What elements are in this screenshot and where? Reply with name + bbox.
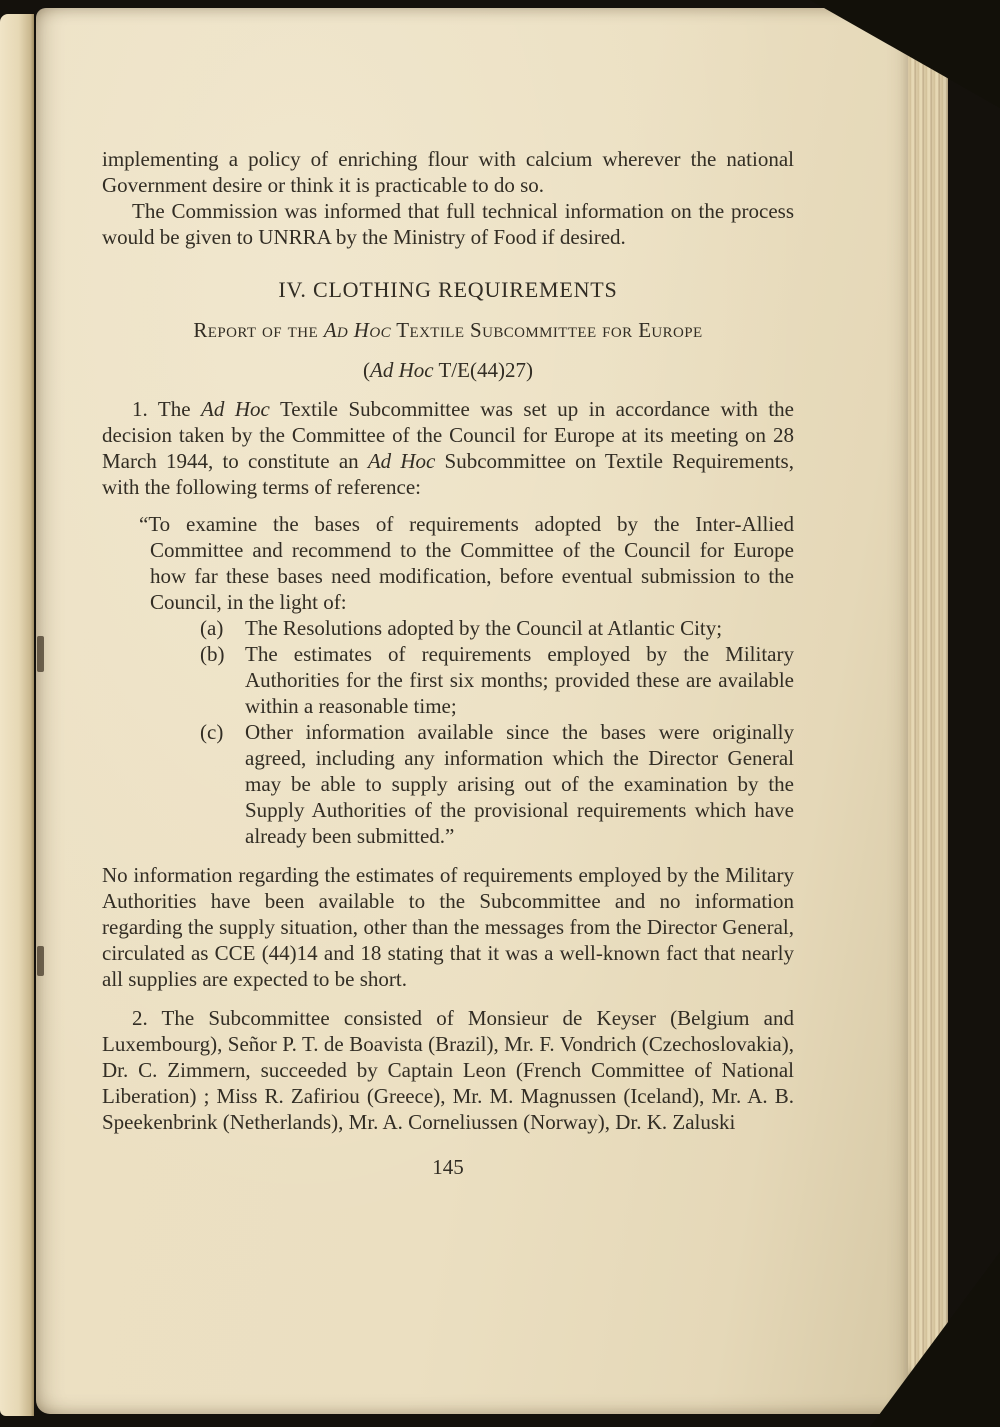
page-number: 145 — [432, 1155, 464, 1179]
binding-mark — [37, 946, 44, 976]
book-page — [36, 8, 908, 1414]
term-item-c-label: (c) — [200, 720, 224, 744]
paragraph-1-setup: 1. The Ad Hoc Textile Subcommittee was set up in accordance with the decision taken by the Committee of the Council for Europe at its meeting on 28 March 1944, to constitute an Ad Hoc Subcommittee on Textile Requirements, with the following terms of reference: — [102, 397, 794, 499]
intro-paragraph-continued: implementing a policy of enriching flour with calcium wherever the national Government desire or think it is practicable to do so. — [102, 147, 794, 197]
no-information-paragraph: No information regarding the estimates of requirements employed by the Military Authorities have been available to the Subcommittee and no information regarding the supply situation, other than the messages from the Director General, circulated as CCE (44)14 and 18 stating that it was a well-known fact that nearly all supplies are expected to be short. — [102, 863, 794, 991]
term-item-a — [150, 615, 794, 641]
terms-list — [150, 615, 794, 849]
term-item-b — [150, 641, 794, 719]
term-item-b-text: The estimates of requirements employed by the Military Authorities for the first six months; provided these are available within a reasonable time; — [245, 642, 794, 718]
term-item-c-text: Other information available since the bases were originally agreed, including any information which the Director General may be able to supply arising out of the examination by the Supply Authorities of the provisional requirements which have already been submitted.” — [245, 720, 794, 848]
report-title: Report of the Ad Hoc Textile Subcommittee for Europe — [193, 318, 703, 342]
membership-paragraph: 2. The Subcommittee consisted of Monsieur de Keyser (Belgium and Luxembourg), Señor P. T. de Boavista (Brazil), Mr. F. Vondrich (Czechoslovakia), Dr. C. Zimmern, succeeded by Captain Leon (French Committee of National Liberation) ; Miss R. Zafiriou (Greece), Mr. M. Magnussen (Iceland), Mr. A. B. Speekenbrink (Netherlands), Mr. A. Corneliussen (Norway), Dr. K. Zaluski — [102, 1006, 794, 1134]
term-item-a-text: The Resolutions adopted by the Council at Atlantic City; — [245, 616, 723, 640]
term-item-a-label: (a) — [200, 616, 224, 640]
terms-of-reference-quote — [102, 511, 794, 849]
term-item-b-label: (b) — [200, 642, 225, 666]
term-item-c — [150, 719, 794, 849]
section-heading: IV. CLOTHING REQUIREMENTS — [278, 277, 618, 302]
document-reference: (Ad Hoc T/E(44)27) — [363, 358, 533, 382]
previous-page-edge — [0, 14, 34, 1416]
binding-mark — [37, 636, 44, 672]
quote-intro: “To examine the bases of requirements adopted by the Inter-Allied Committee and recommend to the Committee of the Council for Europe how far these bases need modification, before eventual submission to the Council, in the light of: — [139, 512, 794, 614]
page-text-column — [102, 146, 794, 1180]
commission-paragraph: The Commission was informed that full technical information on the process would be given to UNRRA by the Ministry of Food if desired. — [102, 199, 794, 249]
